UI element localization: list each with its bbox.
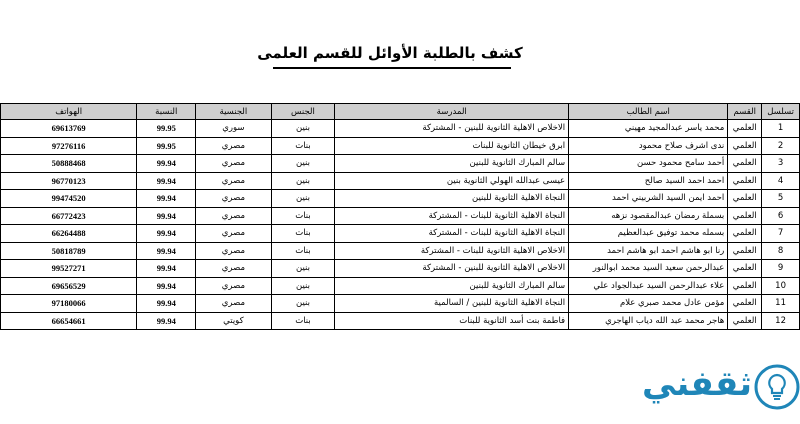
table-row: [1, 190, 800, 208]
cell-nationality: سوري: [196, 120, 271, 138]
cell-gender: بنات: [271, 312, 335, 330]
cell-dept: العلمي: [728, 207, 762, 225]
cell-school: عيسى عبدالله الهولي الثانوية بنين: [335, 172, 569, 190]
header-school: المدرسة: [335, 104, 569, 120]
cell-gender: بنات: [271, 242, 335, 260]
cell-school: سالم المبارك الثانوية للبنين: [335, 155, 569, 173]
cell-dept: العلمي: [728, 190, 762, 208]
cell-gender: بنات: [271, 137, 335, 155]
cell-school: الاخلاص الاهلية الثانوية للبنين - المشتركة: [335, 120, 569, 138]
cell-seq: 7: [762, 225, 800, 243]
cell-seq: 10: [762, 277, 800, 295]
cell-percent: 99.94: [137, 190, 196, 208]
cell-gender: بنات: [271, 207, 335, 225]
cell-dept: العلمي: [728, 155, 762, 173]
cell-student-name: بسملة رمضان عبدالمقصود نزهه: [569, 207, 728, 225]
cell-nationality: مصري: [196, 295, 271, 313]
header-name: اسم الطالب: [569, 104, 728, 120]
cell-school: الاخلاص الاهلية الثانوية للبنات - المشتركة: [335, 242, 569, 260]
cell-gender: بنين: [271, 172, 335, 190]
cell-school: ابرق خيطان الثانوية للبنات: [335, 137, 569, 155]
cell-gender: بنين: [271, 277, 335, 295]
table-header-row: [1, 104, 800, 120]
cell-nationality: مصري: [196, 190, 271, 208]
cell-gender: بنين: [271, 190, 335, 208]
table-row: [1, 225, 800, 243]
cell-nationality: مصري: [196, 225, 271, 243]
cell-nationality: مصري: [196, 207, 271, 225]
title-underline: [273, 67, 511, 69]
cell-student-name: ندى اشرف صلاح محمود: [569, 137, 728, 155]
cell-dept: العلمي: [728, 295, 762, 313]
cell-school: الاخلاص الاهلية الثانوية للبنين - المشتركة: [335, 260, 569, 278]
cell-percent: 99.94: [137, 277, 196, 295]
cell-phone: 50818789: [1, 242, 137, 260]
cell-dept: العلمي: [728, 137, 762, 155]
table-row: [1, 155, 800, 173]
cell-seq: 11: [762, 295, 800, 313]
cell-seq: 8: [762, 242, 800, 260]
table-row: [1, 172, 800, 190]
cell-percent: 99.94: [137, 260, 196, 278]
page-title: كشف بالطلبة الأوائل للقسم العلمى: [257, 44, 523, 62]
header-phone: الهواتف: [1, 104, 137, 120]
cell-dept: العلمي: [728, 225, 762, 243]
header-nationality: الجنسية: [196, 104, 271, 120]
cell-student-name: احمد ايمن السيد الشربيني احمد: [569, 190, 728, 208]
cell-percent: 99.94: [137, 295, 196, 313]
cell-seq: 6: [762, 207, 800, 225]
cell-phone: 97180066: [1, 295, 137, 313]
cell-school: سالم المبارك الثانوية للبنين: [335, 277, 569, 295]
cell-school: النجاة الاهلية الثانوية للبنين: [335, 190, 569, 208]
cell-student-name: علاء عبدالرحمن السيد عبدالجواد علي: [569, 277, 728, 295]
cell-nationality: مصري: [196, 277, 271, 295]
cell-phone: 50888468: [1, 155, 137, 173]
cell-percent: 99.94: [137, 242, 196, 260]
cell-seq: 1: [762, 120, 800, 138]
header-percent: النسبة: [137, 104, 196, 120]
cell-student-name: محمد ياسر عبدالمجيد مهيني: [569, 120, 728, 138]
cell-dept: العلمي: [728, 277, 762, 295]
cell-dept: العلمي: [728, 120, 762, 138]
table-row: [1, 260, 800, 278]
cell-phone: 99474520: [1, 190, 137, 208]
table-row: [1, 207, 800, 225]
cell-seq: 3: [762, 155, 800, 173]
cell-nationality: مصري: [196, 172, 271, 190]
header-dept: القسم: [728, 104, 762, 120]
cell-phone: 97276116: [1, 137, 137, 155]
table-row: [1, 295, 800, 313]
cell-nationality: مصري: [196, 155, 271, 173]
header-gender: الجنس: [271, 104, 335, 120]
cell-dept: العلمي: [728, 242, 762, 260]
cell-seq: 4: [762, 172, 800, 190]
cell-student-name: مؤمن عادل محمد صبري علام: [569, 295, 728, 313]
cell-phone: 66772423: [1, 207, 137, 225]
table-row: [1, 242, 800, 260]
cell-gender: بنين: [271, 120, 335, 138]
cell-gender: بنين: [271, 295, 335, 313]
cell-phone: 66264488: [1, 225, 137, 243]
cell-gender: بنين: [271, 155, 335, 173]
cell-phone: 96770123: [1, 172, 137, 190]
cell-school: فاطمة بنت أسد الثانوية للبنات: [335, 312, 569, 330]
cell-percent: 99.95: [137, 120, 196, 138]
cell-school: النجاة الاهلية الثانوية للبنات - المشتركة: [335, 207, 569, 225]
cell-percent: 99.95: [137, 137, 196, 155]
cell-student-name: أحمد سامح محمود حسن: [569, 155, 728, 173]
cell-nationality: مصري: [196, 242, 271, 260]
cell-student-name: بسمله محمد توفيق عبدالعظيم: [569, 225, 728, 243]
cell-gender: بنين: [271, 260, 335, 278]
cell-dept: العلمي: [728, 172, 762, 190]
cell-student-name: هاجر محمد عبد الله دياب الهاجري: [569, 312, 728, 330]
cell-percent: 99.94: [137, 312, 196, 330]
table-body: [1, 120, 800, 330]
logo-text: ثقفني: [642, 364, 752, 404]
lightbulb-icon: [754, 364, 800, 410]
cell-school: النجاة الاهلية الثانوية للبنات - المشتركة: [335, 225, 569, 243]
cell-phone: 66654661: [1, 312, 137, 330]
cell-seq: 2: [762, 137, 800, 155]
header-seq: تسلسل: [762, 104, 800, 120]
cell-nationality: مصري: [196, 260, 271, 278]
cell-seq: 12: [762, 312, 800, 330]
cell-dept: العلمي: [728, 260, 762, 278]
cell-seq: 9: [762, 260, 800, 278]
table-row: [1, 120, 800, 138]
cell-percent: 99.94: [137, 172, 196, 190]
cell-phone: 69656529: [1, 277, 137, 295]
table-row: [1, 312, 800, 330]
cell-percent: 99.94: [137, 207, 196, 225]
cell-nationality: كويتي: [196, 312, 271, 330]
cell-student-name: احمد احمد السيد صالح: [569, 172, 728, 190]
table-row: [1, 277, 800, 295]
cell-phone: 99527271: [1, 260, 137, 278]
cell-seq: 5: [762, 190, 800, 208]
cell-phone: 69613769: [1, 120, 137, 138]
cell-student-name: عبدالرحمن سعيد السيد محمد ابوالنور: [569, 260, 728, 278]
cell-percent: 99.94: [137, 155, 196, 173]
cell-dept: العلمي: [728, 312, 762, 330]
cell-percent: 99.94: [137, 225, 196, 243]
cell-student-name: رنا ابو هاشم احمد ابو هاشم احمد: [569, 242, 728, 260]
cell-gender: بنات: [271, 225, 335, 243]
table-row: [1, 137, 800, 155]
cell-nationality: مصري: [196, 137, 271, 155]
site-logo: [627, 362, 800, 424]
students-table: [0, 103, 800, 330]
cell-school: النجاة الاهلية الثانوية للبنين / السالمية: [335, 295, 569, 313]
